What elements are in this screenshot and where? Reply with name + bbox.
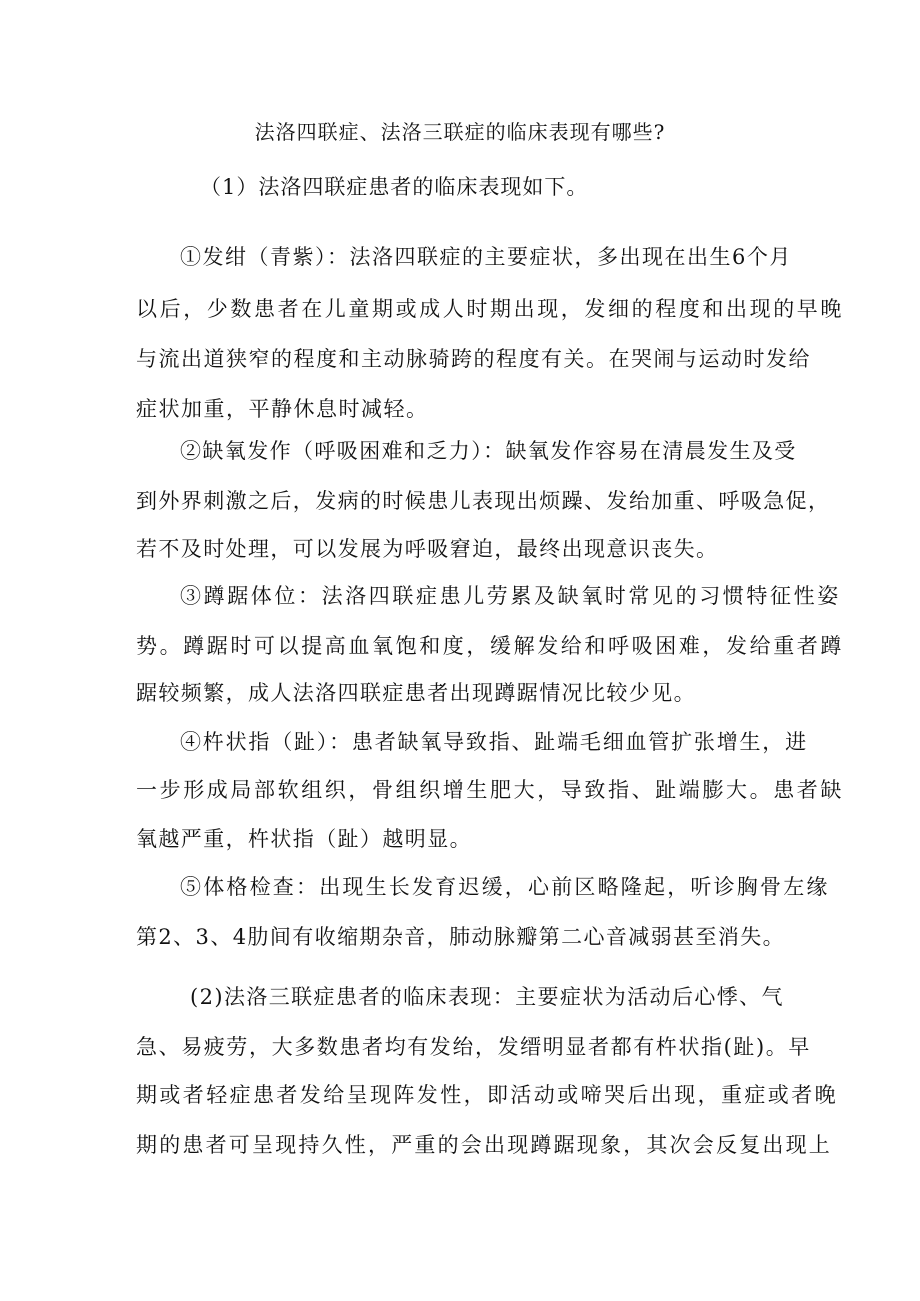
section-1-heading: （1）法洛四联症患者的临床表现如下。	[200, 175, 589, 199]
paragraph-line: 以后，少数患者在儿童期或成人时期出现，发细的程度和出现的早晚	[136, 297, 844, 321]
paragraph-line: ①发绀（青紫）：法洛四联症的主要症状，多出现在出生6个月	[180, 245, 792, 269]
document-title: 法洛四联症、法洛三联症的临床表现有哪些?	[254, 120, 666, 144]
paragraph-line: ④杵状指（趾）：患者缺氧导致指、趾端毛细血管扩张增生，进	[180, 730, 808, 754]
paragraph-line: ③蹲踞体位：法洛四联症患儿劳累及缺氧时常见的习惯特征性姿	[180, 584, 841, 608]
paragraph-line: (2)法洛三联症患者的临床表现：主要症状为活动后心悸、气	[190, 985, 784, 1009]
paragraph-line: 势。蹲踞时可以提高血氧饱和度，缓解发给和呼吸困难，发给重者蹲	[136, 634, 844, 658]
paragraph-line: ⑤体格检查：出现生长发育迟缓，心前区略隆起，听诊胸骨左缘	[180, 875, 830, 899]
paragraph-line: 若不及时处理，可以发展为呼吸窘迫，最终出现意识丧失。	[136, 537, 719, 561]
paragraph-line: 一步形成局部软组织，骨组织增生肥大，导致指、趾端膨大。患者缺	[136, 778, 844, 802]
paragraph-line: 期或者轻症患者发给呈现阵发性，即活动或啼哭后出现，重症或者晚	[136, 1083, 838, 1107]
paragraph-line: 与流出道狭窄的程度和主动脉骑跨的程度有关。在哭闹与运动时发给	[136, 347, 811, 371]
paragraph-line: 第2、3、4肋间有收缩期杂音，肺动脉瓣第二心音减弱甚至消失。	[136, 925, 786, 949]
paragraph-line: 踞较频繁，成人法洛四联症患者出现蹲踞情况比较少见。	[136, 681, 696, 705]
paragraph-line: 症状加重，平静休息时减轻。	[136, 397, 429, 421]
paragraph-line: 期的患者可呈现持久性，严重的会出现蹲踞现象，其次会反复出现上	[136, 1133, 832, 1157]
paragraph-line: 氧越严重，杵状指（趾）越明显。	[136, 827, 472, 851]
paragraph-line: 到外界刺激之后，发病的时候患儿表现出烦躁、发绐加重、呼吸急促，	[136, 489, 831, 513]
paragraph-line: 急、易疲劳，大多数患者均有发绐，发缙明显者都有杵状指(趾)。早	[136, 1035, 811, 1059]
paragraph-line: ②缺氧发作（呼吸困难和乏力）：缺氧发作容易在清晨发生及受	[180, 439, 797, 463]
